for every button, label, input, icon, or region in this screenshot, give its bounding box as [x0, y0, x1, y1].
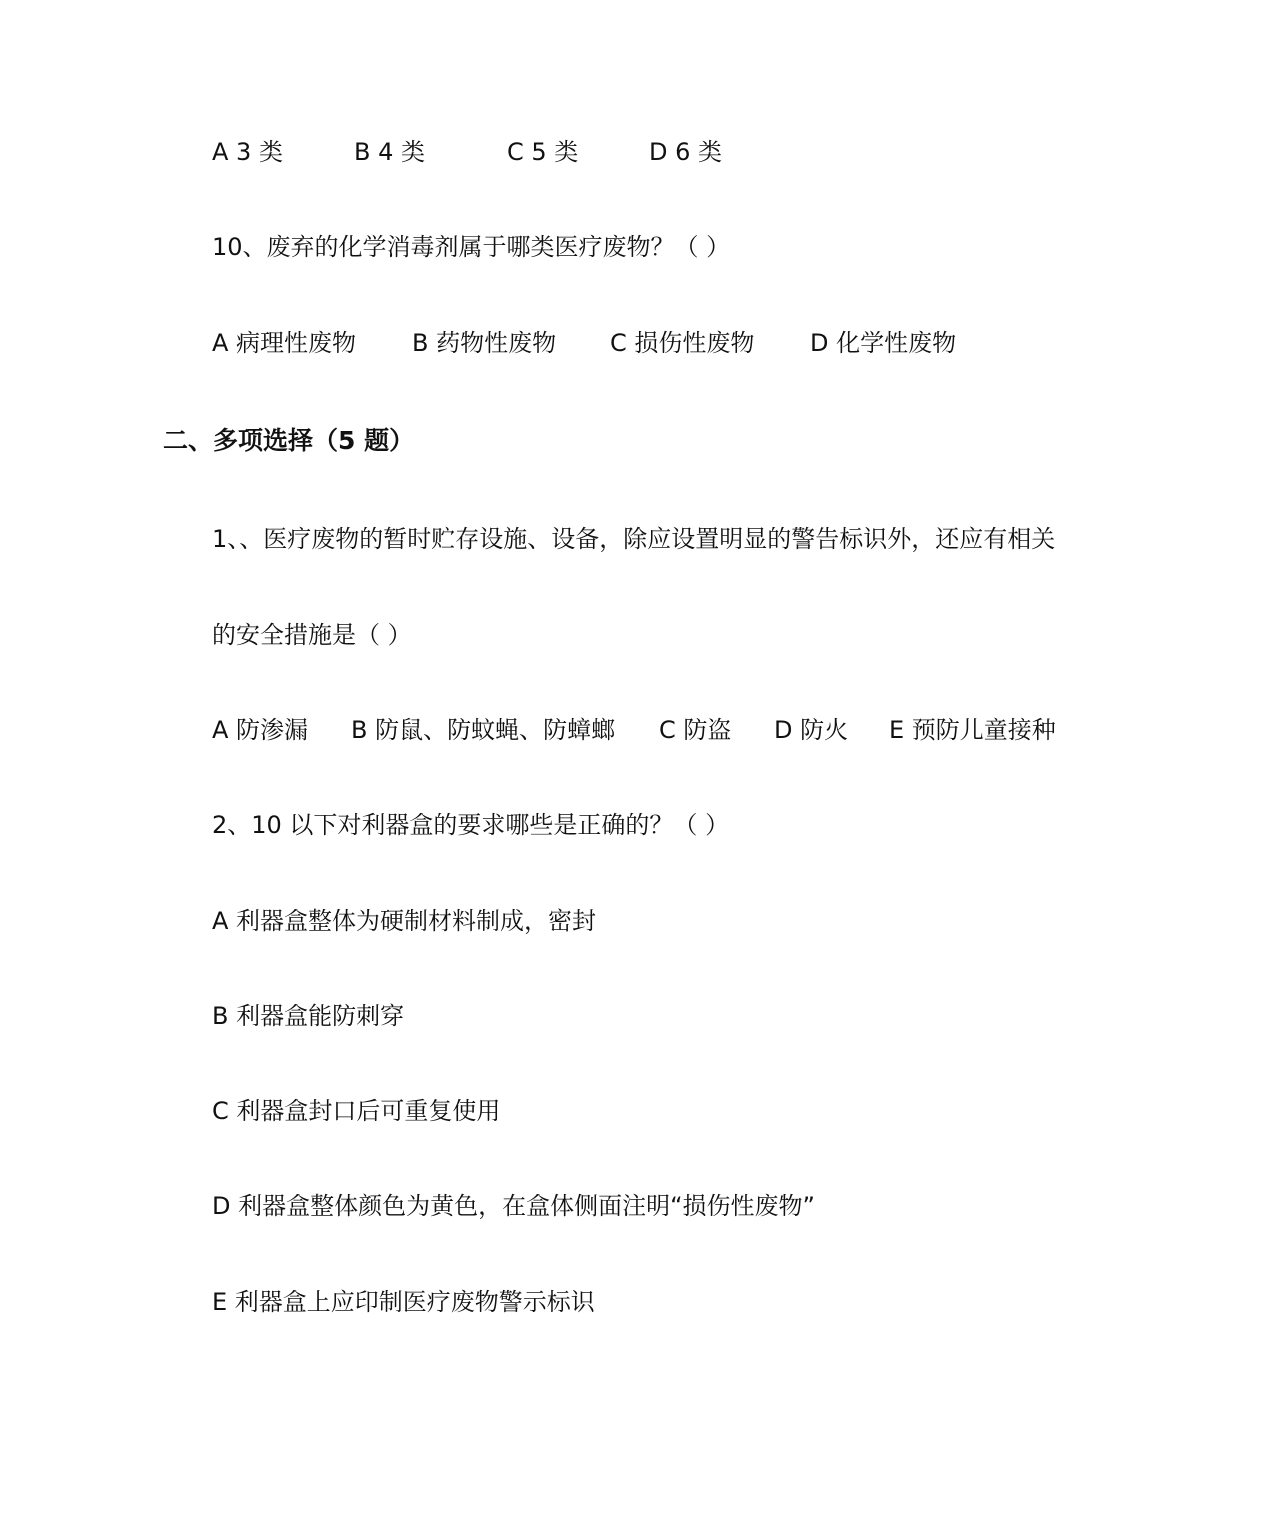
m1-option-e: E 预防儿童接种 [889, 716, 1056, 744]
q10-question: 10、废弃的化学消毒剂属于哪类医疗废物？（ ） [212, 233, 731, 261]
q10-options-row [212, 327, 1012, 359]
q10-option-d: D 化学性废物 [810, 329, 957, 357]
q9-options-row [212, 136, 772, 168]
m2-option-c: C 利器盒封口后可重复使用 [212, 1097, 501, 1125]
q10-option-c: C 损伤性废物 [610, 329, 755, 357]
section-heading: 二、多项选择（5 题） [163, 426, 415, 455]
m1-options-row [212, 714, 1112, 746]
q9-option-b: B 4 类 [354, 138, 425, 166]
q9-option-d: D 6 类 [649, 138, 723, 166]
m2-question: 2、10 以下对利器盒的要求哪些是正确的？（ ） [212, 811, 730, 839]
m1-option-d: D 防火 [774, 716, 849, 744]
m2-option-e: E 利器盒上应印制医疗废物警示标识 [212, 1288, 595, 1316]
m1-option-a: A 防渗漏 [212, 716, 309, 744]
m1-question-line2: 的安全措施是（ ） [212, 621, 412, 649]
m1-option-b: B 防鼠、防蚊蝇、防蟑螂 [351, 716, 616, 744]
q10-option-b: B 药物性废物 [412, 329, 557, 357]
m2-option-d: D 利器盒整体颜色为黄色，在盒体侧面注明“损伤性废物” [212, 1192, 815, 1220]
q9-option-c: C 5 类 [507, 138, 579, 166]
m2-option-b: B 利器盒能防刺穿 [212, 1002, 405, 1030]
m1-option-c: C 防盗 [659, 716, 732, 744]
m1-question-line1: 1、、医疗废物的暂时贮存设施、设备，除应设置明显的警告标识外，还应有相关 [212, 525, 1056, 553]
q9-option-a: A 3 类 [212, 138, 283, 166]
m2-option-a: A 利器盒整体为硬制材料制成，密封 [212, 907, 597, 935]
q10-option-a: A 病理性废物 [212, 329, 357, 357]
